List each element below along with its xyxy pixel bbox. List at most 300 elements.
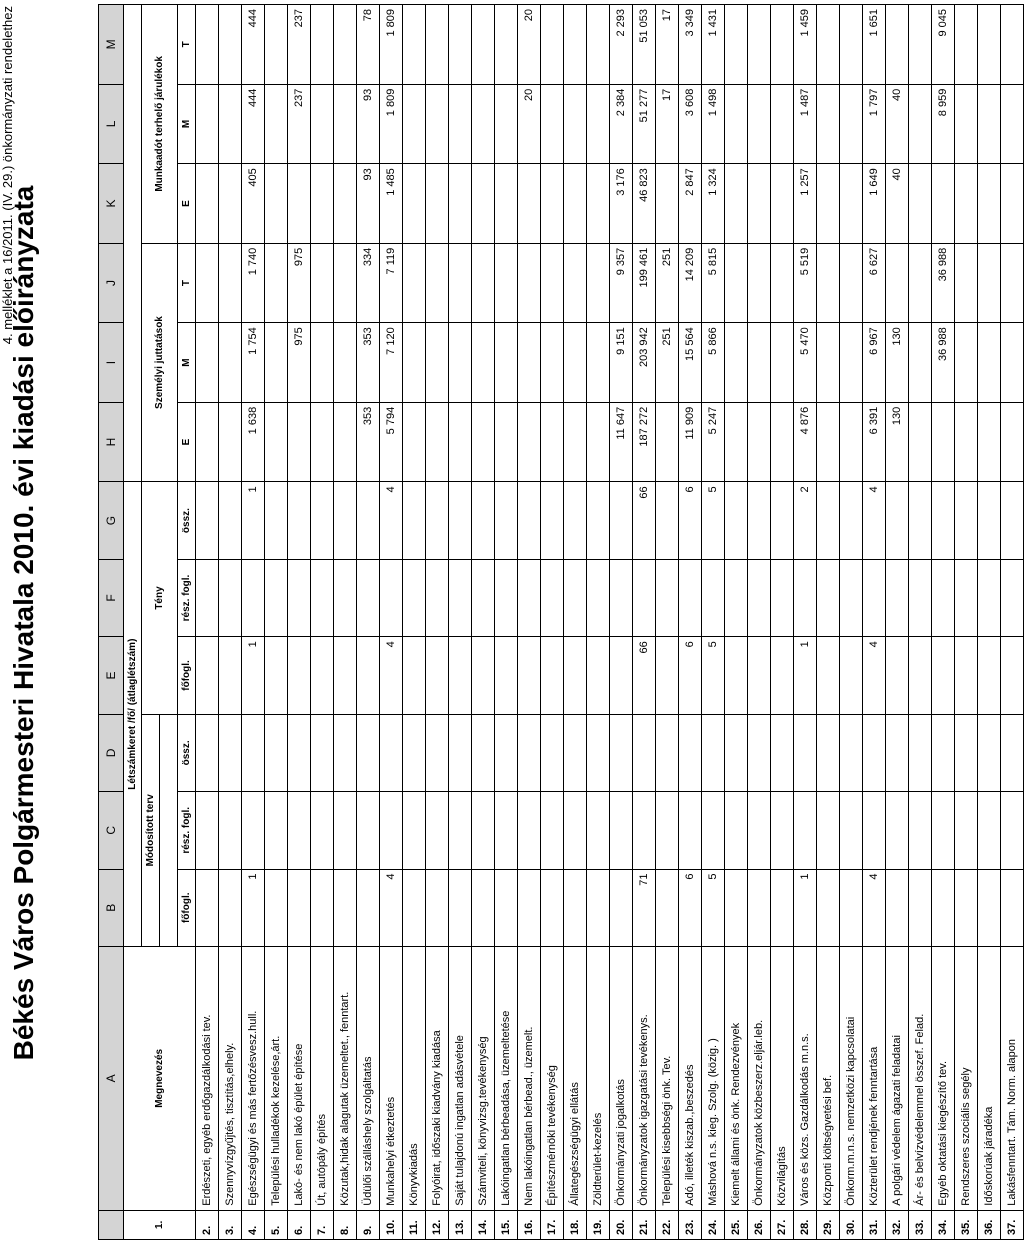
- value-cell: [288, 164, 311, 244]
- value-cell: [656, 869, 679, 946]
- value-cell: [426, 164, 449, 244]
- value-cell: [863, 792, 886, 869]
- value-cell: [311, 559, 334, 636]
- value-cell: [518, 482, 541, 559]
- value-cell: [564, 402, 587, 482]
- value-cell: [311, 792, 334, 869]
- value-cell: [311, 714, 334, 791]
- row-name: Központi költségvetési bef.: [817, 946, 840, 1210]
- value-cell: [817, 323, 840, 403]
- row-number: 26.: [748, 1210, 771, 1239]
- row-number: 13.: [449, 1210, 472, 1239]
- value-cell: [909, 243, 932, 323]
- value-cell: 444: [242, 84, 265, 164]
- value-cell: 1 649: [863, 164, 886, 244]
- value-cell: 1 485: [380, 164, 403, 244]
- row-name: Zöldterület-kezelés: [587, 946, 610, 1210]
- subheader-cell: össz.: [178, 714, 196, 791]
- row-number: 25.: [725, 1210, 748, 1239]
- value-cell: [725, 714, 748, 791]
- value-cell: 9 151: [610, 323, 633, 403]
- table-row: [472, 5, 495, 1240]
- value-cell: 1 257: [794, 164, 817, 244]
- value-cell: [403, 559, 426, 636]
- row-name: Állategészségügyi ellátás: [564, 946, 587, 1210]
- value-cell: [564, 869, 587, 946]
- value-cell: [909, 84, 932, 164]
- value-cell: [541, 5, 564, 85]
- value-cell: [1001, 84, 1024, 164]
- value-cell: 6: [679, 482, 702, 559]
- table-row: [794, 5, 817, 1240]
- value-cell: [357, 637, 380, 714]
- row-number: 16.: [518, 1210, 541, 1239]
- value-cell: [311, 637, 334, 714]
- value-cell: [518, 323, 541, 403]
- value-cell: [725, 243, 748, 323]
- value-cell: [725, 5, 748, 85]
- value-cell: 17: [656, 84, 679, 164]
- value-cell: [403, 5, 426, 85]
- row-number: 24.: [702, 1210, 725, 1239]
- row-name: Város és közs. Gazdálkodás m.n.s.: [794, 946, 817, 1210]
- value-cell: [449, 402, 472, 482]
- value-cell: 1: [794, 869, 817, 946]
- col-letter: A: [99, 946, 124, 1210]
- table-row: [863, 5, 886, 1240]
- table-row: [656, 5, 679, 1240]
- value-cell: [587, 869, 610, 946]
- value-cell: [472, 402, 495, 482]
- value-cell: [978, 402, 1001, 482]
- value-cell: [587, 792, 610, 869]
- value-cell: [794, 714, 817, 791]
- value-cell: [219, 559, 242, 636]
- value-cell: [403, 792, 426, 869]
- table-row: [265, 5, 288, 1240]
- row-number: 8.: [334, 1210, 357, 1239]
- table-row: [587, 5, 610, 1240]
- row-number: 9.: [357, 1210, 380, 1239]
- value-cell: 2 847: [679, 164, 702, 244]
- value-cell: [518, 637, 541, 714]
- value-cell: 1 487: [794, 84, 817, 164]
- value-cell: [702, 714, 725, 791]
- value-cell: [955, 164, 978, 244]
- value-cell: [403, 323, 426, 403]
- value-cell: [288, 402, 311, 482]
- value-cell: [219, 869, 242, 946]
- value-cell: 975: [288, 323, 311, 403]
- value-cell: [196, 714, 219, 791]
- value-cell: 251: [656, 323, 679, 403]
- value-cell: [219, 637, 242, 714]
- value-cell: [725, 792, 748, 869]
- value-cell: 11 647: [610, 402, 633, 482]
- table-row: [380, 5, 403, 1240]
- value-cell: 20: [518, 84, 541, 164]
- value-cell: [495, 164, 518, 244]
- value-cell: [840, 714, 863, 791]
- value-cell: [403, 402, 426, 482]
- row-name: Ár- és belvízvédelemmel összef. Felad.: [909, 946, 932, 1210]
- value-cell: [541, 402, 564, 482]
- table-row: [702, 5, 725, 1240]
- value-cell: [1001, 323, 1024, 403]
- value-cell: 1: [242, 482, 265, 559]
- value-cell: [472, 869, 495, 946]
- table-row: [334, 5, 357, 1240]
- value-cell: [909, 323, 932, 403]
- value-cell: 11 909: [679, 402, 702, 482]
- value-cell: 5 866: [702, 323, 725, 403]
- value-cell: [196, 402, 219, 482]
- value-cell: [909, 5, 932, 85]
- value-cell: [909, 792, 932, 869]
- value-cell: 78: [357, 5, 380, 85]
- value-cell: [265, 714, 288, 791]
- row-number: 36.: [978, 1210, 1001, 1239]
- value-cell: [357, 559, 380, 636]
- value-cell: [886, 869, 909, 946]
- value-cell: [978, 243, 1001, 323]
- value-cell: 4: [863, 637, 886, 714]
- szemelyi-juttatasok-header: Személyi juttatások: [142, 243, 178, 482]
- value-cell: 1: [794, 637, 817, 714]
- value-cell: 3 349: [679, 5, 702, 85]
- row-number: 22.: [656, 1210, 679, 1239]
- value-cell: [955, 869, 978, 946]
- value-cell: [564, 164, 587, 244]
- subheader-cell: M: [178, 323, 196, 403]
- value-cell: [886, 243, 909, 323]
- row-name: Adó, illeték kiszab.,beszedés: [679, 946, 702, 1210]
- value-cell: [334, 637, 357, 714]
- value-cell: 5 815: [702, 243, 725, 323]
- value-cell: [633, 559, 656, 636]
- value-cell: [656, 402, 679, 482]
- row-name: Közterület rendjének fenntartása: [863, 946, 886, 1210]
- value-cell: [196, 164, 219, 244]
- value-cell: 5: [702, 869, 725, 946]
- value-cell: [817, 402, 840, 482]
- value-cell: [403, 243, 426, 323]
- table-row: [518, 5, 541, 1240]
- row-number: 4.: [242, 1210, 265, 1239]
- value-cell: [932, 792, 955, 869]
- value-cell: [748, 164, 771, 244]
- value-cell: [1001, 402, 1024, 482]
- value-cell: [817, 5, 840, 85]
- value-cell: [909, 164, 932, 244]
- value-cell: [794, 792, 817, 869]
- row-name: Rendszeres szociális segély: [955, 946, 978, 1210]
- table-row: [495, 5, 518, 1240]
- value-cell: [771, 164, 794, 244]
- value-cell: 66: [633, 482, 656, 559]
- value-cell: [449, 637, 472, 714]
- value-cell: 46 823: [633, 164, 656, 244]
- value-cell: [311, 869, 334, 946]
- value-cell: [495, 482, 518, 559]
- value-cell: [955, 559, 978, 636]
- value-cell: [725, 402, 748, 482]
- value-cell: 1 651: [863, 5, 886, 85]
- value-cell: [771, 323, 794, 403]
- table-row: [357, 5, 380, 1240]
- regulation-note: 4. melléklet a 16/2011. (IV. 29.) önkormányzati rendelethez: [0, 6, 15, 345]
- row-name: Önkormányzatok igazgatási tevékenys.: [633, 946, 656, 1210]
- value-cell: [748, 869, 771, 946]
- table-row: [909, 5, 932, 1240]
- value-cell: [472, 482, 495, 559]
- value-cell: [955, 714, 978, 791]
- value-cell: 1 498: [702, 84, 725, 164]
- col-letter: K: [99, 164, 124, 244]
- row-number: 28.: [794, 1210, 817, 1239]
- value-cell: [564, 243, 587, 323]
- value-cell: [817, 84, 840, 164]
- value-cell: 5: [702, 637, 725, 714]
- subheader-cell: T: [178, 243, 196, 323]
- value-cell: [656, 559, 679, 636]
- value-cell: [357, 792, 380, 869]
- value-cell: 405: [242, 164, 265, 244]
- value-cell: [587, 164, 610, 244]
- value-cell: [311, 84, 334, 164]
- value-cell: 130: [886, 323, 909, 403]
- value-cell: [840, 869, 863, 946]
- value-cell: [472, 637, 495, 714]
- value-cell: 1 740: [242, 243, 265, 323]
- value-cell: [403, 637, 426, 714]
- value-cell: [472, 323, 495, 403]
- subheader-cell: T: [178, 5, 196, 85]
- subheader-cell: E: [178, 402, 196, 482]
- value-cell: [495, 792, 518, 869]
- row-name: Lakásfenntart. Tám. Norm. alapon: [1001, 946, 1024, 1210]
- value-cell: [449, 243, 472, 323]
- value-cell: [1001, 164, 1024, 244]
- value-cell: [311, 482, 334, 559]
- value-cell: [449, 323, 472, 403]
- value-cell: [403, 869, 426, 946]
- value-cell: [196, 637, 219, 714]
- col-letter: I: [99, 323, 124, 403]
- row-name: Települési hulladékok kezelése,árt.: [265, 946, 288, 1210]
- table-row: [932, 5, 955, 1240]
- value-cell: [955, 84, 978, 164]
- value-cell: [725, 84, 748, 164]
- value-cell: 36 988: [932, 323, 955, 403]
- value-cell: [955, 402, 978, 482]
- row-name: Önkormányzatok közbeszerz.eljár.leb.: [748, 946, 771, 1210]
- value-cell: [219, 714, 242, 791]
- value-cell: [449, 5, 472, 85]
- value-cell: [196, 323, 219, 403]
- table-row: [219, 5, 242, 1240]
- col-letter: H: [99, 402, 124, 482]
- value-cell: [541, 243, 564, 323]
- row-name: Önkormányzati jogalkotás: [610, 946, 633, 1210]
- row-number: 12.: [426, 1210, 449, 1239]
- value-cell: [564, 5, 587, 85]
- value-cell: [909, 714, 932, 791]
- row-number: 23.: [679, 1210, 702, 1239]
- value-cell: [196, 482, 219, 559]
- row-number: 32.: [886, 1210, 909, 1239]
- value-cell: 71: [633, 869, 656, 946]
- value-cell: [978, 559, 1001, 636]
- value-cell: [265, 559, 288, 636]
- value-cell: [817, 559, 840, 636]
- value-cell: [495, 714, 518, 791]
- value-cell: [219, 482, 242, 559]
- value-cell: [541, 164, 564, 244]
- value-cell: [978, 714, 1001, 791]
- table-row: [817, 5, 840, 1240]
- value-cell: [633, 792, 656, 869]
- value-cell: [610, 869, 633, 946]
- value-cell: [334, 84, 357, 164]
- value-cell: [541, 84, 564, 164]
- value-cell: [771, 84, 794, 164]
- row-name: Máshová n.s. kieg. Szolg. (közig. ): [702, 946, 725, 1210]
- value-cell: 7 120: [380, 323, 403, 403]
- value-cell: [334, 792, 357, 869]
- value-cell: [219, 164, 242, 244]
- value-cell: 93: [357, 84, 380, 164]
- value-cell: 51 053: [633, 5, 656, 85]
- value-cell: [518, 559, 541, 636]
- value-cell: 2 384: [610, 84, 633, 164]
- value-cell: 975: [288, 243, 311, 323]
- value-cell: [219, 792, 242, 869]
- row-number: 14.: [472, 1210, 495, 1239]
- value-cell: [840, 402, 863, 482]
- value-cell: [656, 637, 679, 714]
- value-cell: [932, 714, 955, 791]
- row-name: Nem lakóingatlan bérbead., üzemelt.: [518, 946, 541, 1210]
- value-cell: [886, 482, 909, 559]
- value-cell: [955, 323, 978, 403]
- value-cell: [610, 559, 633, 636]
- value-cell: [311, 323, 334, 403]
- value-cell: [771, 243, 794, 323]
- value-cell: [840, 559, 863, 636]
- row-number: 31.: [863, 1210, 886, 1239]
- value-cell: [334, 869, 357, 946]
- value-cell: [978, 164, 1001, 244]
- col-letter: M: [99, 5, 124, 85]
- value-cell: 237: [288, 5, 311, 85]
- value-cell: [541, 714, 564, 791]
- blank-header: [160, 714, 178, 946]
- value-cell: [886, 792, 909, 869]
- value-cell: [472, 5, 495, 85]
- value-cell: 1: [242, 869, 265, 946]
- value-cell: [426, 84, 449, 164]
- row-number: 37.: [1001, 1210, 1024, 1239]
- value-cell: 3 608: [679, 84, 702, 164]
- value-cell: [426, 323, 449, 403]
- value-cell: 1 809: [380, 5, 403, 85]
- megnevezes-header: Megnevezés: [124, 946, 196, 1210]
- value-cell: [265, 482, 288, 559]
- value-cell: [541, 559, 564, 636]
- value-cell: [403, 84, 426, 164]
- value-cell: [265, 323, 288, 403]
- value-cell: 4: [863, 869, 886, 946]
- value-cell: [449, 84, 472, 164]
- value-cell: [840, 5, 863, 85]
- row-name: Önkorm.m.n.s. nemzetközi kapcsolatai: [840, 946, 863, 1210]
- value-cell: [426, 243, 449, 323]
- value-cell: 93: [357, 164, 380, 244]
- col-letter: E: [99, 637, 124, 714]
- table-row: [288, 5, 311, 1240]
- value-cell: [288, 482, 311, 559]
- value-cell: [472, 164, 495, 244]
- value-cell: [219, 243, 242, 323]
- table-row: [564, 5, 587, 1240]
- row-number: 20.: [610, 1210, 633, 1239]
- row-number: 27.: [771, 1210, 794, 1239]
- value-cell: [955, 792, 978, 869]
- value-cell: [495, 243, 518, 323]
- value-cell: [587, 482, 610, 559]
- value-cell: [518, 714, 541, 791]
- row-name: Szennyvízgyűjtés, tisztítás,elhely.: [219, 946, 242, 1210]
- value-cell: [242, 714, 265, 791]
- value-cell: 6 391: [863, 402, 886, 482]
- value-cell: [886, 559, 909, 636]
- value-cell: [1001, 714, 1024, 791]
- table-row: [679, 5, 702, 1240]
- value-cell: 6: [679, 637, 702, 714]
- value-cell: [196, 559, 219, 636]
- row-number: 11.: [403, 1210, 426, 1239]
- value-cell: [610, 482, 633, 559]
- value-cell: 187 272: [633, 402, 656, 482]
- table-row: [610, 5, 633, 1240]
- value-cell: [334, 164, 357, 244]
- value-cell: [426, 637, 449, 714]
- subheader-cell: M: [178, 84, 196, 164]
- value-cell: [472, 714, 495, 791]
- value-cell: 1 638: [242, 402, 265, 482]
- value-cell: [909, 402, 932, 482]
- value-cell: [196, 84, 219, 164]
- col-letter: D: [99, 714, 124, 791]
- row-name: Közutak,hidak alagutak üzemeltet., fenntart.: [334, 946, 357, 1210]
- value-cell: [932, 637, 955, 714]
- value-cell: [472, 559, 495, 636]
- value-cell: [288, 792, 311, 869]
- value-cell: [541, 869, 564, 946]
- value-cell: [265, 5, 288, 85]
- value-cell: [817, 164, 840, 244]
- value-cell: [1001, 637, 1024, 714]
- value-cell: 9 045: [932, 5, 955, 85]
- value-cell: [311, 243, 334, 323]
- value-cell: [311, 164, 334, 244]
- value-cell: [771, 559, 794, 636]
- value-cell: [932, 869, 955, 946]
- value-cell: [886, 714, 909, 791]
- value-cell: [817, 714, 840, 791]
- value-cell: [449, 164, 472, 244]
